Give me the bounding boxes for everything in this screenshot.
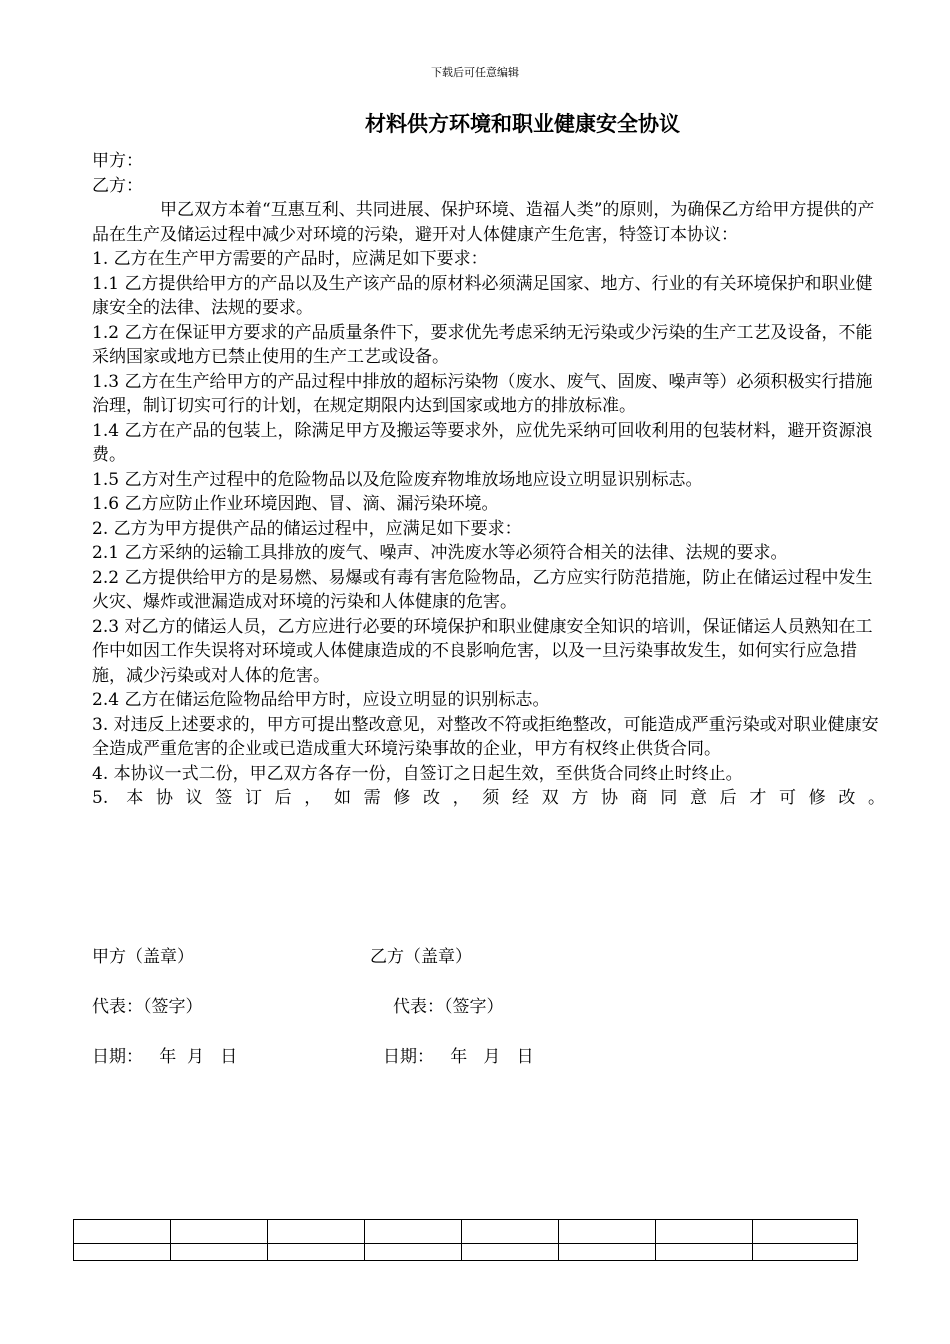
party-b-date-label: 日期： 年 月 日 [383, 1047, 534, 1067]
grid-cell [365, 1220, 462, 1244]
grid-cell [559, 1244, 656, 1261]
clause-1-2: 1.2 乙方在保证甲方要求的产品质量条件下，要求优先考虑采纳无污染或少污染的生产工艺及设备，不能采纳国家或地方已禁止使用的生产工艺或设备。 [92, 322, 873, 367]
party-a-line: 甲方： [92, 151, 143, 171]
party-a-date-label: 日期： 年 月 日 [92, 1047, 238, 1067]
clause-3: 3. 对违反上述要求的，甲方可提出整改意见，对整改不符或拒绝整改，可能造成严重污染或对职业健康安全造成严重危害的企业或已造成重大环境污染事故的企业，甲方有权终止供货合同。 [92, 714, 879, 759]
grid-cell [268, 1220, 365, 1244]
grid-cell [656, 1220, 753, 1244]
party-a-seal-label: 甲方（盖章） [92, 947, 194, 967]
grid-cell [753, 1244, 858, 1261]
footer-grid-table [73, 1219, 858, 1261]
grid-cell [268, 1244, 365, 1261]
clause-1: 1. 乙方在生产甲方需要的产品时，应满足如下要求： [92, 249, 488, 269]
clause-1-3: 1.3 乙方在生产给甲方的产品过程中排放的超标污染物（废水、废气、固废、噪声等）必须积极实行措施治理，制订切实可行的计划，在规定期限内达到国家或地方的排放标准。 [92, 371, 873, 416]
grid-cell [559, 1220, 656, 1244]
clause-1-4: 1.4 乙方在产品的包装上，除满足甲方及搬运等要求外，应优先采纳可回收利用的包装材料，避开资源浪费。 [92, 420, 873, 465]
agreement-body [92, 149, 885, 811]
clause-2-3: 2.3 对乙方的储运人员，乙方应进行必要的环境保护和职业健康安全知识的培训，保证储运人员熟知在工作中如因工作失误将对环境或人体健康造成的不良影响危害，以及一旦污染事故发生，如何实行应急措施，减少污染或对人体的危害。 [92, 616, 873, 686]
grid-cell [171, 1220, 268, 1244]
clause-1-5: 1.5 乙方对生产过程中的危险物品以及危险废弃物堆放场地应设立明显识别标志。 [92, 469, 703, 490]
party-a-representative-label: 代表：（签字） [92, 997, 203, 1017]
document-title: 材料供方环境和职业健康安全协议 [365, 111, 680, 136]
grid-cell [74, 1244, 171, 1261]
clause-2: 2. 乙方为甲方提供产品的储运过程中，应满足如下要求： [92, 518, 522, 539]
clause-1-6: 1.6 乙方应防止作业环境因跑、冒、滴、漏污染环境。 [92, 494, 499, 514]
grid-cell [365, 1244, 462, 1261]
grid-cell [74, 1220, 171, 1244]
clause-5: 5. 本协议签订后，如需修改，须经双方协商同意后才可修改。 [92, 788, 885, 808]
party-b-seal-label: 乙方（盖章） [370, 947, 472, 967]
clause-2-2: 2.2 乙方提供给甲方的是易燃、易爆或有毒有害危险物品，乙方应实行防范措施，防止在储运过程中发生火灾、爆炸或泄漏造成对环境的污染和人体健康的危害。 [92, 567, 873, 612]
clause-2-1: 2.1 乙方采纳的运输工具排放的废气、噪声、冲洗废水等必须符合相关的法律、法规的要求。 [92, 543, 788, 563]
grid-cell [171, 1244, 268, 1261]
preamble-paragraph: 甲乙双方本着“互惠互利、共同进展、保护环境、造福人类”的原则，为确保乙方给甲方提供的产品在生产及储运过程中减少对环境的污染，避开对人体健康产生危害，特签订本协议： [92, 200, 875, 245]
clause-2-4: 2.4 乙方在储运危险物品给甲方时，应设立明显的识别标志。 [92, 690, 550, 710]
clause-4: 4. 本协议一式二份，甲乙双方各存一份，自签订之日起生效，至供货合同终止时终止。 [92, 763, 743, 784]
header-note: 下载后可任意编辑 [431, 66, 519, 79]
party-b-representative-label: 代表：（签字） [393, 997, 504, 1017]
grid-cell [753, 1220, 858, 1244]
grid-cell [656, 1244, 753, 1261]
party-b-line: 乙方： [92, 175, 143, 196]
grid-cell [462, 1244, 559, 1261]
grid-cell [462, 1220, 559, 1244]
clause-1-1: 1.1 乙方提供给甲方的产品以及生产该产品的原材料必须满足国家、地方、行业的有关环境保护和职业健康安全的法律、法规的要求。 [92, 273, 873, 318]
